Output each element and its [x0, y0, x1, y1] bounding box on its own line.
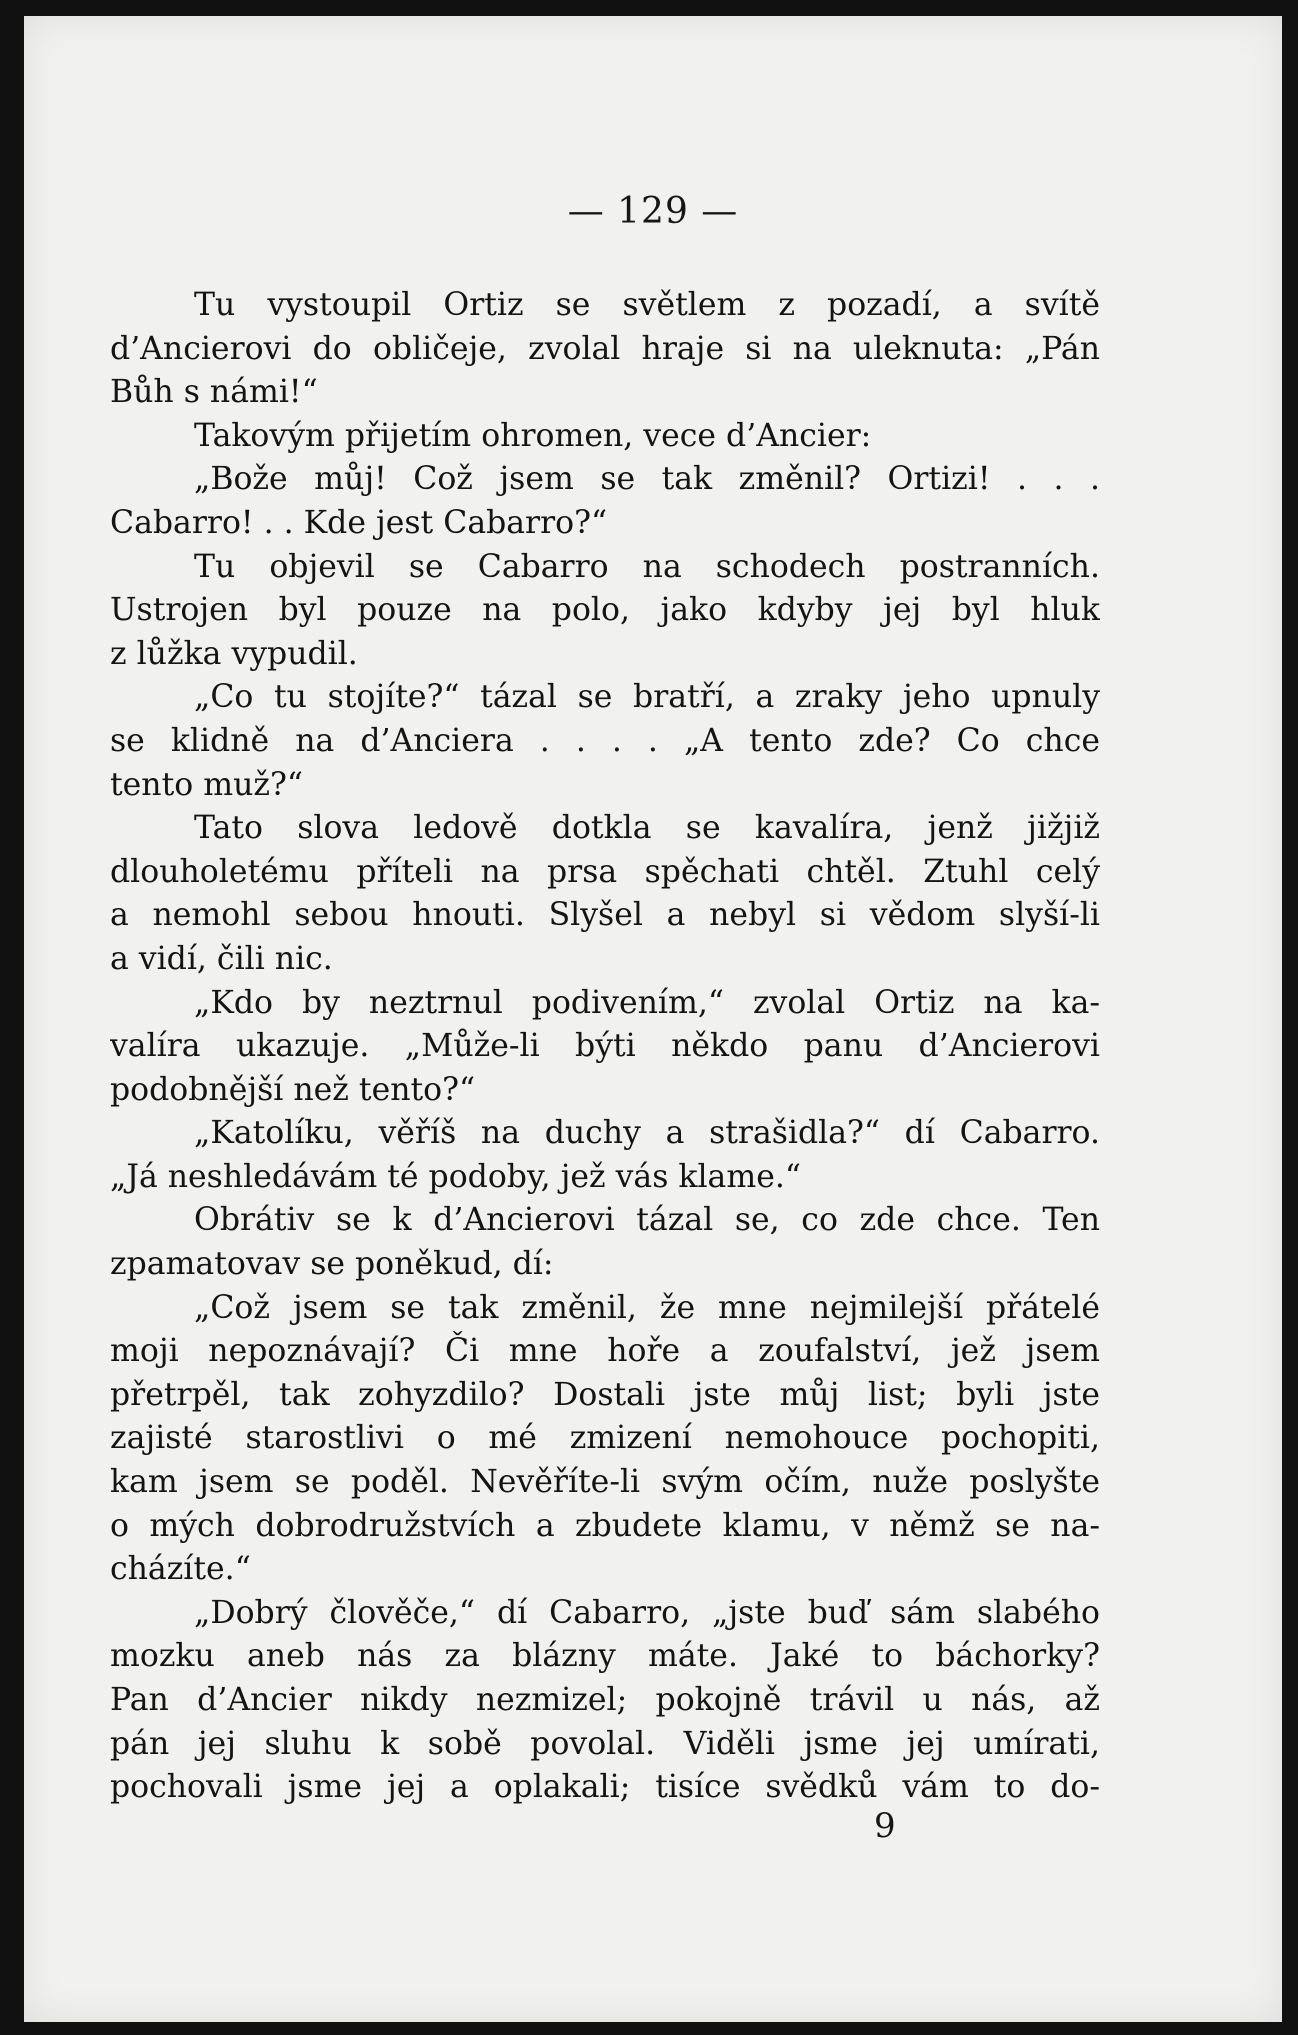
text-line: „Což jsem se tak změnil, že mne nejmilejší přátelé	[194, 1289, 1100, 1326]
text-line: z lůžka vypudil.	[110, 635, 358, 672]
text-line: Tato slova ledově dotkla se kavalíra, jenž jižjiž	[194, 810, 1100, 847]
text-line: tento muž?“	[110, 766, 303, 803]
text-line: o mých dobrodružstvích a zbudete klamu, v němž se na-	[110, 1507, 1100, 1544]
page-number: — 129 —	[567, 191, 739, 232]
text-line: valíra ukazuje. „Může-li býti někdo panu d’Ancierovi	[110, 1028, 1100, 1065]
text-line: Ustrojen byl pouze na polo, jako kdyby jej byl hluk	[110, 592, 1100, 629]
text-line: „Katolíku, věříš na duchy a strašidla?“ dí Cabarro.	[194, 1115, 1100, 1152]
text-line: Tu objevil se Cabarro na schodech postranních.	[194, 548, 1100, 585]
text-line: přetrpěl, tak zohyzdilo? Dostali jste můj list; byli jste	[110, 1376, 1100, 1413]
text-line: Pan d’Ancier nikdy nezmizel; pokojně trávil u nás, až	[110, 1682, 1100, 1718]
text-line: Bůh s námi!“	[110, 374, 318, 411]
text-line: „Dobrý člověče,“ dí Cabarro, „jste buď sám slabého	[194, 1594, 1100, 1631]
text-line: Takovým přijetím ohromen, vece d’Ancier:	[194, 417, 872, 454]
text-line: „Co tu stojíte?“ tázal se bratří, a zraky jeho upnuly	[194, 679, 1100, 716]
text-line: Cabarro! . . Kde jest Cabarro?“	[110, 504, 608, 541]
text-line: zpamatovav se poněkud, dí:	[110, 1246, 554, 1283]
text-line: podobnější než tento?“	[110, 1071, 476, 1108]
body-text	[110, 284, 1100, 1810]
text-line: dlouholetému příteli na prsa spěchati chtěl. Ztuhl celý	[110, 853, 1100, 890]
text-line: Tu vystoupil Ortiz se světlem z pozadí, a svítě	[194, 287, 1100, 323]
text-line: Obrátiv se k d’Ancierovi tázal se, co zde chce. Ten	[194, 1202, 1100, 1239]
text-line: moji nepoznávají? Či mne hoře a zoufalství, jež jsem	[110, 1333, 1100, 1370]
text-line: d’Ancierovi do obličeje, zvolal hraje si na uleknuta: „Pán	[110, 330, 1100, 367]
text-line: a vidí, čili nic.	[110, 940, 333, 977]
signature-mark: 9	[874, 1806, 896, 1846]
book-page	[24, 16, 1282, 2022]
text-line: mozku aneb nás za blázny máte. Jaké to báchorky?	[110, 1638, 1100, 1675]
text-line: „Bože můj! Což jsem se tak změnil? Ortizi! . . .	[194, 461, 1100, 498]
text-line: pán jej sluhu k sobě povolal. Viděli jsme jej umírati,	[110, 1725, 1100, 1762]
text-line: se klidně na d’Anciera . . . . „A tento zde? Co chce	[110, 722, 1100, 759]
text-line: „Já neshledávám té podoby, jež vás klame.“	[110, 1158, 801, 1195]
text-line: cházíte.“	[110, 1551, 251, 1588]
text-line: pochovali jsme jej a oplakali; tisíce svědků vám to do-	[110, 1769, 1100, 1806]
text-line: a nemohl sebou hnouti. Slyšel a nebyl si vědom slyší-li	[110, 897, 1100, 934]
text-line: „Kdo by neztrnul podivením,“ zvolal Ortiz na ka-	[194, 984, 1100, 1021]
text-line: kam jsem se poděl. Nevěříte-li svým očím, nuže poslyšte	[110, 1464, 1100, 1501]
text-line: zajisté starostlivi o mé zmizení nemohouce pochopiti,	[110, 1420, 1100, 1457]
